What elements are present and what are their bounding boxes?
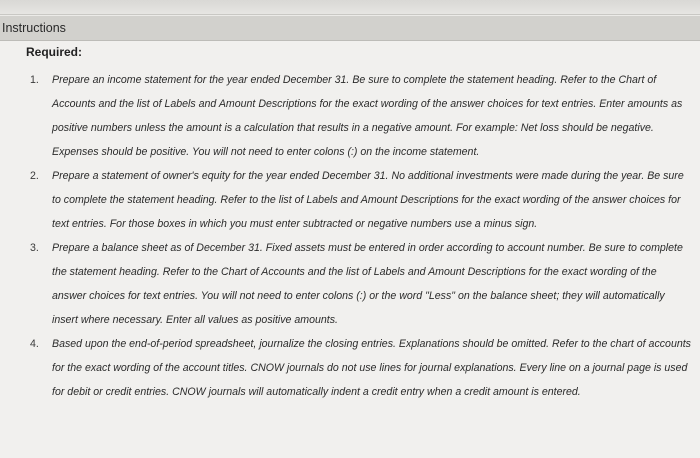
instruction-item-4 <box>28 332 692 404</box>
item-text: Prepare an income statement for the year ended December 31. Be sure to complete the statement heading. Refer to the Chart of Accounts and the list of Labels and Amount Descriptions for the exact wording of the answer choices for text entries. Enter amounts as positive numbers unless the amount is a calculation that results in a negative amount. For example: Net loss should be negative. Expenses should be positive. You will not need to enter colons (:) on the income statement. <box>52 74 683 158</box>
item-number: 2. <box>30 170 39 182</box>
instructions-panel <box>0 41 700 458</box>
top-strip <box>0 0 700 15</box>
instruction-item-1 <box>28 68 692 164</box>
item-number: 4. <box>30 338 39 350</box>
item-number: 1. <box>30 74 39 86</box>
item-text: Prepare a statement of owner's equity for the year ended December 31. No additional investments were made during the year. Be sure to complete the statement heading. Refer to the list of Labels and Amount Descriptions for the exact wording of the answer choices for text entries. For those boxes in which you must enter subtracted or negative numbers use a minus sign. <box>52 170 684 230</box>
item-text: Prepare a balance sheet as of December 31. Fixed assets must be entered in order according to account number. Be sure to complete the statement heading. Refer to the Chart of Accounts and the list of Labels and Amount Descriptions for the exact wording of the answer choices for text entries. You will not need to enter colons (:) or the word "Less" on the balance sheet; they will automatically insert where necessary. Enter all values as positive amounts. <box>52 242 683 326</box>
item-text: Based upon the end-of-period spreadsheet, journalize the closing entries. Explanations should be omitted. Refer to the chart of accounts for the exact wording of the account titles. CNOW journals do not use lines for journal explanations. Every line on a journal page is used for debit or credit entries. CNOW journals will automatically indent a credit entry when a credit amount is entered. <box>52 338 691 398</box>
instruction-list <box>28 68 692 404</box>
item-number: 3. <box>30 242 39 254</box>
required-heading: Required: <box>26 45 83 59</box>
instructions-header <box>0 16 700 41</box>
instructions-title: Instructions <box>2 21 66 35</box>
instruction-item-2 <box>28 164 692 236</box>
instruction-item-3 <box>28 236 692 332</box>
